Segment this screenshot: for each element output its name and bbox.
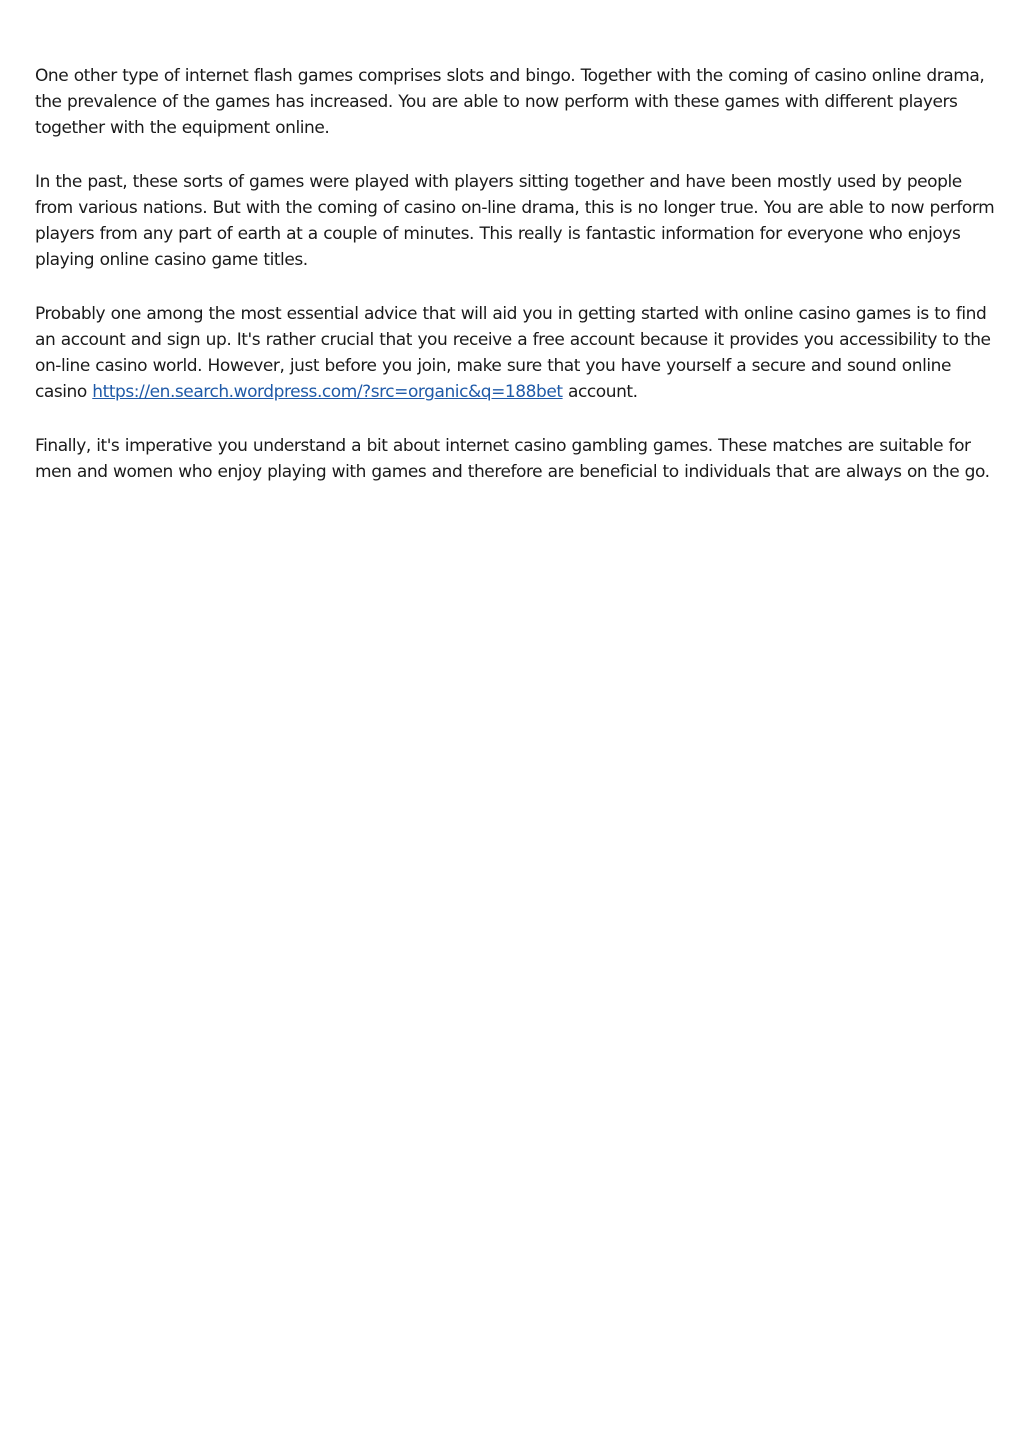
paragraph-text-after-link: account.	[562, 382, 638, 402]
paragraph-conclusion: Finally, it's imperative you understand a bit about internet casino gambling games. These matches are suitable for men and women who enjoy playing with games and therefore are beneficial to individuals that are always on the go.	[35, 436, 990, 482]
document-body	[35, 63, 995, 513]
paragraph-history: In the past, these sorts of games were played with players sitting together and have been mostly used by people from various nations. But with the coming of casino on-line drama, this is no longer true. You are able to now perform players from any part of earth at a couple of minutes. This really is fantastic information for everyone who enjoys playing online casino game titles.	[35, 172, 995, 270]
paragraph-slots-bingo: One other type of internet flash games comprises slots and bingo. Together with the coming of casino online drama, the prevalence of the games has increased. You are able to now perform with these games with different players together with the equipment online.	[35, 66, 985, 138]
paragraph-text-before-link: Probably one among the most essential advice that will aid you in getting started with online casino games is to find an account and sign up. It's rather crucial that you receive a free account because it provides you accessibility to the on-line casino world. However, just before you join, make sure that you have yourself a secure and sound online casino	[35, 304, 991, 402]
wordpress-search-link[interactable]: https://en.search.wordpress.com/?src=organic&q=188bet	[92, 382, 563, 402]
paragraph-account-advice	[35, 301, 995, 405]
